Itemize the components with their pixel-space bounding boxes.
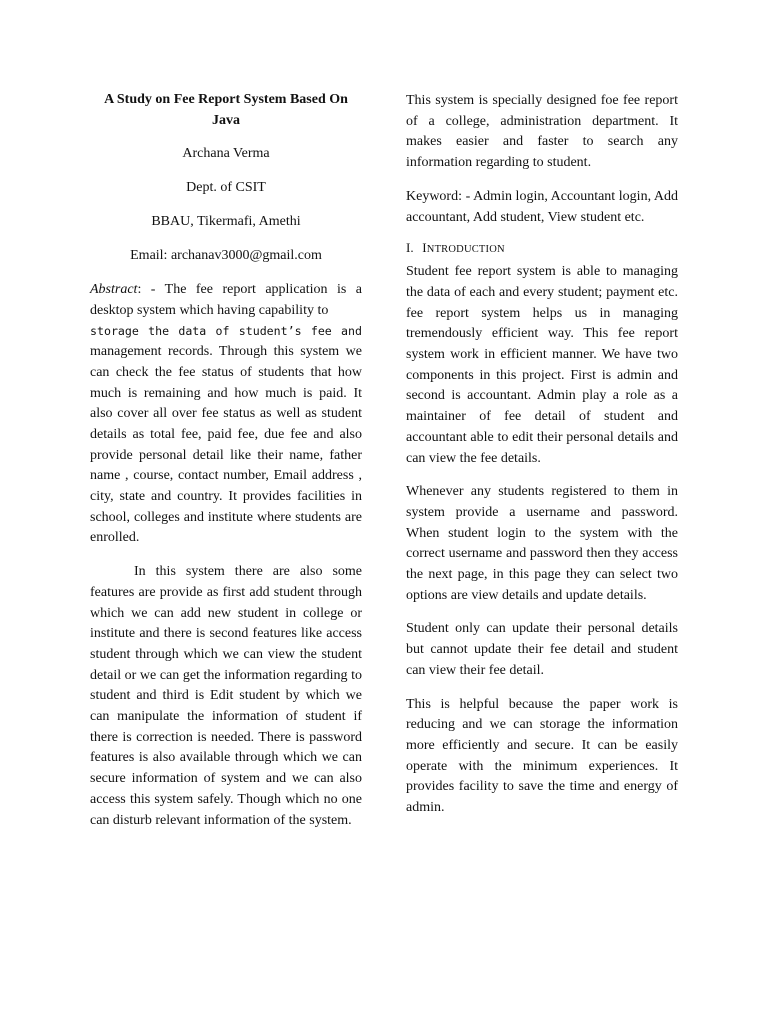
- section-heading-introduction: [406, 238, 678, 260]
- right-column: [406, 91, 678, 819]
- section-number: I.: [406, 240, 414, 256]
- author-email: Email: archanav3000@gmail.com: [130, 248, 322, 263]
- abstract-text-rest: management records. Through this system we can check the fee status of students that how much is remaining and how much is paid. It also cover all over fee status as well as student details as total fee, paid fee, due fee and also provide personal detail like their name, father name , course, contact number, Email address , city, state and country. It provides facilities in school, colleges and institute where students are enrolled.: [90, 344, 362, 546]
- section-title-rest: NTRODUCTION: [426, 244, 505, 256]
- abstract-label: Abstract: [90, 282, 138, 297]
- features-paragraph: In this system there are also some features are provide as first add student through which we can add new student in college or institute and there is second features like access student through which we can view the student detail or we can get the information regarding to student and third is Edit student by which we can manipulate the information of student if there is correction is needed. There is password features is also available through which we can secure information of system and we can also access this system safely. Though which no one can disturb relevant information of the system.: [90, 564, 362, 828]
- abstract-paragraph: [90, 280, 362, 549]
- left-column: [90, 90, 362, 831]
- section-title-initial: I: [422, 240, 427, 256]
- abstract-mono-line: storage the data of student’s fee and: [90, 324, 362, 339]
- intro-paragraph-2: Whenever any students registered to them in system provide a username and password. When student login to the system with the correct username and password then they access the next page, in this page they can select two options are view details and update details.: [406, 484, 678, 603]
- intro-paragraph-3: Student only can update their personal details but cannot update their fee detail and student can view their fee detail.: [406, 621, 678, 678]
- system-description-paragraph: This system is specially designed foe fee report of a college, administration department. It makes easier and faster to search any information regarding to student.: [406, 93, 678, 171]
- author-location: BBAU, Tikermafi, Amethi: [151, 214, 301, 229]
- abstract-text-start: : - The fee report application is a desktop system which having capability to: [90, 282, 362, 318]
- section-title: [422, 240, 505, 255]
- keywords-paragraph: Keyword: - Admin login, Accountant login, Add accountant, Add student, View student etc.: [406, 188, 678, 225]
- intro-paragraph-1: Student fee report system is able to managing the data of each and every student; payment etc. fee report system helps us in managing tremendously efficient way. This fee report system work in efficient manner. We have two components in this project. First is admin and second is accountant. Admin play a role as a maintainer of fee detail of student and accountant able to edit their personal details and can view the fee details.: [406, 264, 678, 466]
- author-department: Dept. of CSIT: [186, 180, 266, 195]
- paper-title: A Study on Fee Report System Based On Java: [104, 92, 348, 128]
- author-name: Archana Verma: [182, 146, 270, 161]
- intro-paragraph-4: This is helpful because the paper work is reducing and we can storage the information more efficiently and secure. It can be easily operate with the minimum experiences. It provides facility to save the time and energy of admin.: [406, 696, 678, 816]
